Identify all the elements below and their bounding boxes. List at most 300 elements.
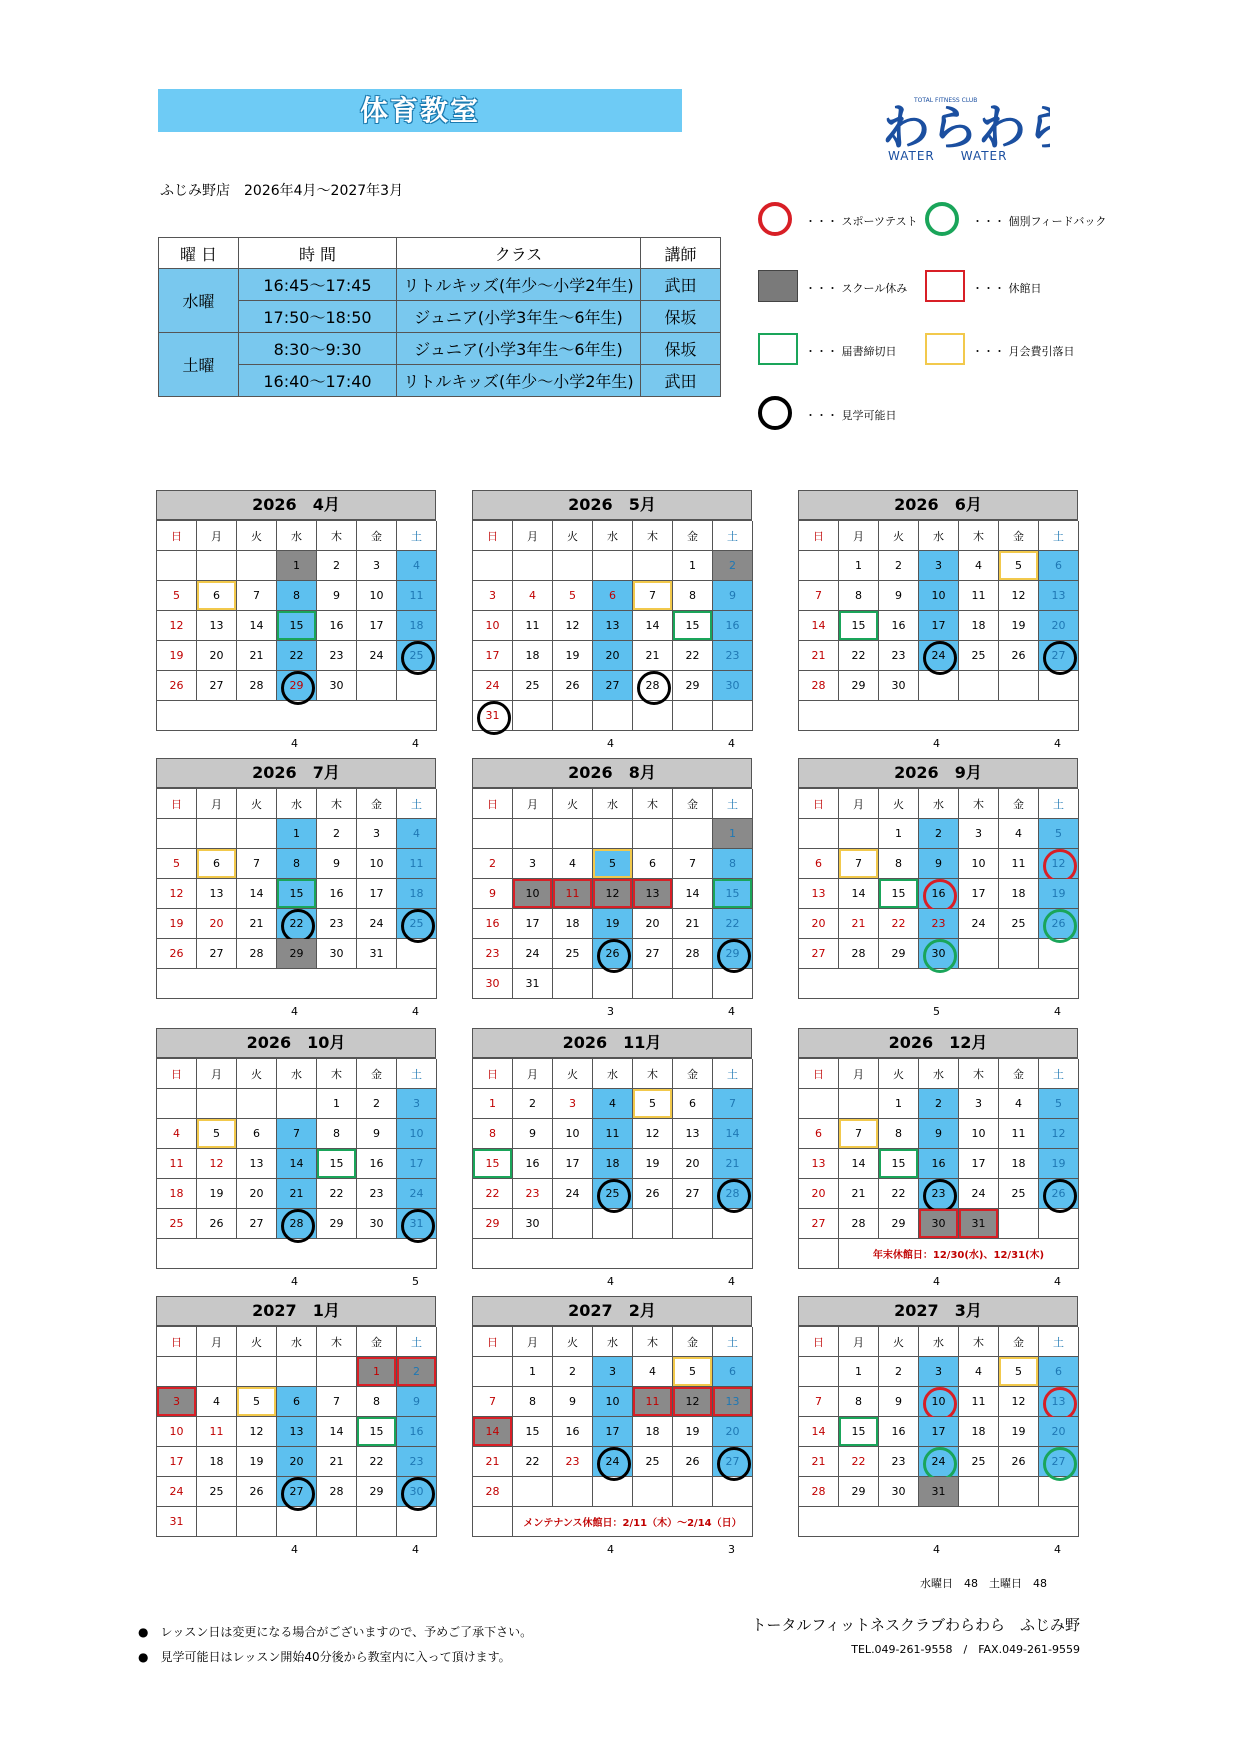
weekday-header: 火: [237, 1327, 277, 1357]
day-cell: 24: [919, 641, 959, 671]
day-cell: 6: [197, 581, 237, 611]
day-cell: 3: [919, 1357, 959, 1387]
day-cell: 22: [277, 909, 317, 939]
empty-cell: [513, 819, 553, 849]
weekday-header: 木: [633, 1327, 673, 1357]
month-calendar: [156, 1028, 436, 1289]
day-cell: 13: [237, 1149, 277, 1179]
day-cell: 2: [357, 1089, 397, 1119]
day-cell: 28: [237, 671, 277, 701]
day-cell: 14: [799, 611, 839, 641]
day-cell: 14: [633, 611, 673, 641]
day-cell: 3: [959, 1089, 999, 1119]
day-cell: 15: [879, 1149, 919, 1179]
sat-count: 5: [412, 1275, 419, 1288]
header-class: クラス: [397, 238, 641, 269]
closure-note: メンテナンス休館日：2/11（木）～2/14（日）: [513, 1507, 753, 1537]
weekday-header: 水: [277, 1327, 317, 1357]
day-cell: 18: [633, 1417, 673, 1447]
lesson-counts: [472, 1537, 752, 1557]
day-cell: 23: [397, 1447, 437, 1477]
weekday-header: 日: [157, 1059, 197, 1089]
day-cell: 1: [277, 551, 317, 581]
day-cell: 15: [473, 1149, 513, 1179]
weekday-header: 土: [1039, 1327, 1079, 1357]
day-cell: 21: [799, 641, 839, 671]
day-cell: 12: [999, 581, 1039, 611]
day-cell: 24: [357, 641, 397, 671]
day-cell: 5: [237, 1387, 277, 1417]
day-cell: 30: [879, 671, 919, 701]
day-cell: 2: [317, 551, 357, 581]
day-cell: 1: [713, 819, 753, 849]
lesson-counts: [798, 1269, 1078, 1289]
empty-row: [799, 701, 1079, 731]
lesson-counts: [472, 1269, 752, 1289]
day-cell: 19: [999, 1417, 1039, 1447]
day-cell: 2: [473, 849, 513, 879]
day-cell: 29: [673, 671, 713, 701]
empty-cell: [277, 1089, 317, 1119]
empty-cell: [157, 819, 197, 849]
day-cell: 7: [799, 581, 839, 611]
lesson-counts: [798, 999, 1078, 1019]
day-cell: 19: [553, 641, 593, 671]
day-cell: 13: [593, 611, 633, 641]
day-cell: 27: [713, 1447, 753, 1477]
weekday-header: 土: [397, 789, 437, 819]
weekday-header: 土: [1039, 1059, 1079, 1089]
day-cell: 3: [919, 551, 959, 581]
day-cell: 13: [799, 879, 839, 909]
day-cell: 7: [317, 1387, 357, 1417]
wed-count: 4: [291, 737, 298, 750]
day-cell: 1: [357, 1357, 397, 1387]
empty-cell: [673, 1477, 713, 1507]
month-title: 2026 4月: [156, 490, 436, 520]
day-cell: 5: [999, 551, 1039, 581]
empty-cell: [713, 1209, 753, 1239]
month-calendar: [472, 490, 752, 751]
day-cell: 25: [397, 909, 437, 939]
day-cell: 29: [879, 939, 919, 969]
day-cell: 16: [317, 879, 357, 909]
day-cell: 4: [397, 551, 437, 581]
day-cell: 12: [157, 611, 197, 641]
teacher-cell: 武田: [641, 365, 721, 397]
day-cell: 23: [513, 1179, 553, 1209]
wed-count: 4: [291, 1543, 298, 1556]
day-cell: 16: [473, 909, 513, 939]
day-cell: 12: [633, 1119, 673, 1149]
month-title: 2026 5月: [472, 490, 752, 520]
day-cell: 30: [919, 1209, 959, 1239]
day-cell: 10: [919, 1387, 959, 1417]
day-cell: 7: [237, 849, 277, 879]
day-cell: 21: [713, 1149, 753, 1179]
day-cell: 19: [999, 611, 1039, 641]
month-title: 2026 7月: [156, 758, 436, 788]
schedule-row: [159, 269, 721, 301]
svg-text:TOTAL FITNESS CLUB: TOTAL FITNESS CLUB: [914, 97, 978, 104]
day-cell: 7: [277, 1119, 317, 1149]
weekday-header: 土: [397, 521, 437, 551]
day-cell: 28: [799, 1477, 839, 1507]
header-time: 時 間: [239, 238, 397, 269]
weekday-header: 日: [473, 521, 513, 551]
weekday-header: 木: [959, 1327, 999, 1357]
teacher-cell: 保坂: [641, 301, 721, 333]
day-cell: 3: [357, 551, 397, 581]
wed-count: 4: [607, 1543, 614, 1556]
day-cell: 13: [197, 879, 237, 909]
empty-cell: [593, 551, 633, 581]
day-cell: 27: [197, 671, 237, 701]
month-calendar: [472, 758, 752, 1019]
empty-cell: [633, 969, 673, 999]
day-cell: 9: [713, 581, 753, 611]
empty-cell: [513, 1477, 553, 1507]
day-cell: 24: [553, 1179, 593, 1209]
lesson-counts: [156, 999, 436, 1019]
empty-cell: [553, 1477, 593, 1507]
day-cell: 8: [513, 1387, 553, 1417]
day-cell: 30: [879, 1477, 919, 1507]
day-cell: 14: [673, 879, 713, 909]
club-tel: TEL.049-261-9558 / FAX.049-261-9559: [851, 1643, 1080, 1656]
lesson-counts: [472, 731, 752, 751]
day-cell: 6: [633, 849, 673, 879]
day-cell: 15: [839, 1417, 879, 1447]
legend-sports-test: ・・・ スポーツテスト: [805, 215, 918, 228]
month-calendar: [798, 1028, 1078, 1289]
weekday-header: 金: [673, 789, 713, 819]
empty-cell: [799, 819, 839, 849]
weekday-header: 日: [799, 521, 839, 551]
weekday-header: 日: [799, 1059, 839, 1089]
day-cell: 18: [959, 611, 999, 641]
day-cell: 28: [839, 939, 879, 969]
day-cell: 12: [237, 1417, 277, 1447]
weekday-header: 金: [999, 1059, 1039, 1089]
day-cell: 水曜: [159, 269, 239, 333]
day-cell: 10: [593, 1387, 633, 1417]
note-text: 見学可能日はレッスン開始40分後から教室内に入って頂けます。: [160, 1650, 511, 1664]
day-cell: 25: [959, 641, 999, 671]
day-cell: 13: [633, 879, 673, 909]
empty-cell: [633, 1209, 673, 1239]
month-grid: [156, 788, 436, 999]
day-cell: 16: [713, 611, 753, 641]
day-cell: 6: [197, 849, 237, 879]
day-cell: 18: [999, 879, 1039, 909]
day-cell: 8: [317, 1119, 357, 1149]
day-cell: 29: [879, 1209, 919, 1239]
weekday-header: 水: [919, 521, 959, 551]
schedule-header-row: [159, 238, 721, 269]
empty-cell: [553, 819, 593, 849]
day-cell: 4: [959, 1357, 999, 1387]
time-cell: 17:50～18:50: [239, 301, 397, 333]
day-cell: 7: [799, 1387, 839, 1417]
weekday-header: 土: [713, 1327, 753, 1357]
day-cell: 22: [879, 909, 919, 939]
day-cell: 7: [473, 1387, 513, 1417]
day-cell: 11: [397, 581, 437, 611]
day-cell: 26: [237, 1477, 277, 1507]
weekday-header: 土: [397, 1327, 437, 1357]
month-calendar: [472, 1296, 752, 1557]
day-cell: 16: [317, 611, 357, 641]
day-cell: 12: [1039, 849, 1079, 879]
empty-row: [799, 1507, 1079, 1537]
weekday-header: 水: [919, 1327, 959, 1357]
empty-cell: [799, 551, 839, 581]
day-cell: 25: [157, 1209, 197, 1239]
day-cell: 10: [959, 1119, 999, 1149]
day-cell: 8: [473, 1119, 513, 1149]
day-cell: 24: [959, 1179, 999, 1209]
weekday-header: 火: [553, 1327, 593, 1357]
day-cell: 1: [513, 1357, 553, 1387]
empty-cell: [553, 551, 593, 581]
day-cell: 20: [197, 641, 237, 671]
class-cell: ジュニア(小学3年生～6年生): [397, 333, 641, 365]
empty-cell: [1039, 671, 1079, 701]
day-cell: 20: [277, 1447, 317, 1477]
closure-note: 年末休館日：12/30(水)、12/31(木): [839, 1239, 1079, 1269]
day-cell: 27: [197, 939, 237, 969]
day-cell: 28: [473, 1477, 513, 1507]
day-cell: 18: [513, 641, 553, 671]
empty-cell: [317, 1357, 357, 1387]
empty-cell: [473, 551, 513, 581]
lesson-counts: [798, 1537, 1078, 1557]
month-title: 2026 11月: [472, 1028, 752, 1058]
day-cell: 20: [673, 1149, 713, 1179]
day-cell: 2: [553, 1357, 593, 1387]
weekday-header: 火: [879, 1327, 919, 1357]
day-cell: 21: [799, 1447, 839, 1477]
day-cell: 9: [513, 1119, 553, 1149]
month-title: 2027 3月: [798, 1296, 1078, 1326]
weekday-header: 金: [673, 1327, 713, 1357]
day-cell: 10: [473, 611, 513, 641]
day-cell: 23: [317, 909, 357, 939]
weekday-header: 月: [197, 1059, 237, 1089]
day-cell: 12: [673, 1387, 713, 1417]
wed-count: 4: [607, 737, 614, 750]
month-calendar: [156, 1296, 436, 1557]
month-grid: [798, 1058, 1078, 1269]
day-cell: 8: [277, 581, 317, 611]
day-cell: 6: [593, 581, 633, 611]
day-cell: 5: [553, 581, 593, 611]
day-cell: 27: [1039, 1447, 1079, 1477]
sat-count: 4: [1054, 1005, 1061, 1018]
day-cell: 17: [959, 879, 999, 909]
day-cell: 28: [673, 939, 713, 969]
weekday-header: 日: [799, 789, 839, 819]
empty-cell: [157, 1357, 197, 1387]
empty-cell: [197, 1357, 237, 1387]
weekday-header: 日: [799, 1327, 839, 1357]
empty-row: [473, 1239, 753, 1269]
day-cell: 10: [397, 1119, 437, 1149]
svg-text:WATER WATER: WATER WATER: [888, 149, 1008, 163]
empty-cell: [633, 819, 673, 849]
day-cell: 23: [919, 909, 959, 939]
day-cell: 20: [713, 1417, 753, 1447]
day-cell: 6: [237, 1119, 277, 1149]
day-cell: 26: [999, 1447, 1039, 1477]
day-cell: 6: [277, 1387, 317, 1417]
empty-cell: [357, 1507, 397, 1537]
empty-cell: [999, 1209, 1039, 1239]
empty-cell: [633, 1477, 673, 1507]
day-cell: 31: [919, 1477, 959, 1507]
day-cell: 20: [593, 641, 633, 671]
day-cell: 29: [357, 1477, 397, 1507]
day-cell: 16: [397, 1417, 437, 1447]
day-cell: 26: [999, 641, 1039, 671]
day-cell: 12: [197, 1149, 237, 1179]
day-cell: 9: [317, 849, 357, 879]
lesson-counts: [156, 731, 436, 751]
day-cell: 16: [553, 1417, 593, 1447]
weekday-header: 月: [839, 1327, 879, 1357]
sat-count: 4: [1054, 1543, 1061, 1556]
wed-count: 4: [291, 1005, 298, 1018]
lesson-counts: [156, 1269, 436, 1289]
legend-closed: ・・・ 休館日: [972, 282, 1042, 295]
weekday-header: 月: [839, 789, 879, 819]
day-cell: 4: [959, 551, 999, 581]
day-cell: 16: [919, 1149, 959, 1179]
day-cell: 19: [157, 909, 197, 939]
weekday-header: 木: [317, 1327, 357, 1357]
day-cell: 5: [999, 1357, 1039, 1387]
empty-row: [157, 969, 437, 999]
weekday-header: 金: [357, 789, 397, 819]
green-circle-icon: [925, 202, 959, 236]
empty-row: [799, 969, 1079, 999]
weekday-header: 金: [999, 789, 1039, 819]
month-grid: [156, 520, 436, 731]
empty-cell: [919, 671, 959, 701]
day-cell: 7: [237, 581, 277, 611]
day-cell: 16: [513, 1149, 553, 1179]
day-cell: 18: [397, 879, 437, 909]
weekday-header: 日: [473, 789, 513, 819]
wed-count: 4: [291, 1275, 298, 1288]
day-cell: 11: [999, 849, 1039, 879]
day-cell: 3: [513, 849, 553, 879]
day-cell: 5: [1039, 1089, 1079, 1119]
weekday-header: 木: [633, 789, 673, 819]
day-cell: 15: [879, 879, 919, 909]
empty-cell: [593, 701, 633, 731]
day-cell: 1: [673, 551, 713, 581]
day-cell: 15: [839, 611, 879, 641]
month-title: 2026 8月: [472, 758, 752, 788]
weekday-header: 木: [317, 521, 357, 551]
day-cell: 21: [277, 1179, 317, 1209]
day-cell: 6: [673, 1089, 713, 1119]
day-cell: 10: [357, 581, 397, 611]
weekday-header: 火: [237, 521, 277, 551]
empty-cell: [633, 701, 673, 731]
day-cell: 26: [633, 1179, 673, 1209]
day-cell: 9: [317, 581, 357, 611]
day-cell: 31: [473, 701, 513, 731]
weekday-header: 土: [397, 1059, 437, 1089]
club-name: トータルフィットネスクラブわらわら ふじみ野: [751, 1616, 1080, 1634]
day-cell: 22: [839, 641, 879, 671]
weekday-header: 土: [713, 521, 753, 551]
day-cell: 27: [633, 939, 673, 969]
day-cell: 22: [277, 641, 317, 671]
day-cell: 30: [513, 1209, 553, 1239]
day-cell: 28: [633, 671, 673, 701]
day-cell: 18: [197, 1447, 237, 1477]
day-cell: 29: [839, 1477, 879, 1507]
empty-cell: [633, 551, 673, 581]
day-cell: 3: [553, 1089, 593, 1119]
class-cell: ジュニア(小学3年生～6年生): [397, 301, 641, 333]
empty-cell: [959, 939, 999, 969]
day-cell: 14: [473, 1417, 513, 1447]
empty-cell: [473, 819, 513, 849]
day-cell: 30: [473, 969, 513, 999]
day-cell: 21: [317, 1447, 357, 1477]
empty-cell: [713, 1477, 753, 1507]
day-cell: 13: [1039, 581, 1079, 611]
day-cell: 13: [277, 1417, 317, 1447]
day-cell: 25: [999, 1179, 1039, 1209]
weekday-header: 月: [197, 521, 237, 551]
day-cell: 25: [197, 1477, 237, 1507]
day-cell: 17: [919, 611, 959, 641]
day-cell: 30: [919, 939, 959, 969]
lesson-counts: [156, 1537, 436, 1557]
empty-cell: [553, 701, 593, 731]
day-cell: 4: [513, 581, 553, 611]
weekday-header: 金: [999, 1327, 1039, 1357]
day-cell: 22: [357, 1447, 397, 1477]
day-cell: 14: [799, 1417, 839, 1447]
day-cell: 9: [397, 1387, 437, 1417]
day-cell: 25: [513, 671, 553, 701]
class-cell: リトルキッズ(年少～小学2年生): [397, 365, 641, 397]
wed-count: 5: [933, 1005, 940, 1018]
day-cell: 1: [317, 1089, 357, 1119]
day-cell: 6: [1039, 551, 1079, 581]
day-cell: 28: [317, 1477, 357, 1507]
day-cell: 29: [713, 939, 753, 969]
empty-cell: [673, 969, 713, 999]
weekday-header: 水: [277, 789, 317, 819]
day-cell: 24: [157, 1477, 197, 1507]
month-calendar: [798, 1296, 1078, 1557]
day-cell: 6: [1039, 1357, 1079, 1387]
day-cell: 1: [879, 819, 919, 849]
day-cell: 5: [633, 1089, 673, 1119]
day-cell: 27: [673, 1179, 713, 1209]
day-cell: 31: [513, 969, 553, 999]
time-cell: 16:40～17:40: [239, 365, 397, 397]
totals: 水曜日 48 土曜日 48: [920, 1577, 1047, 1590]
